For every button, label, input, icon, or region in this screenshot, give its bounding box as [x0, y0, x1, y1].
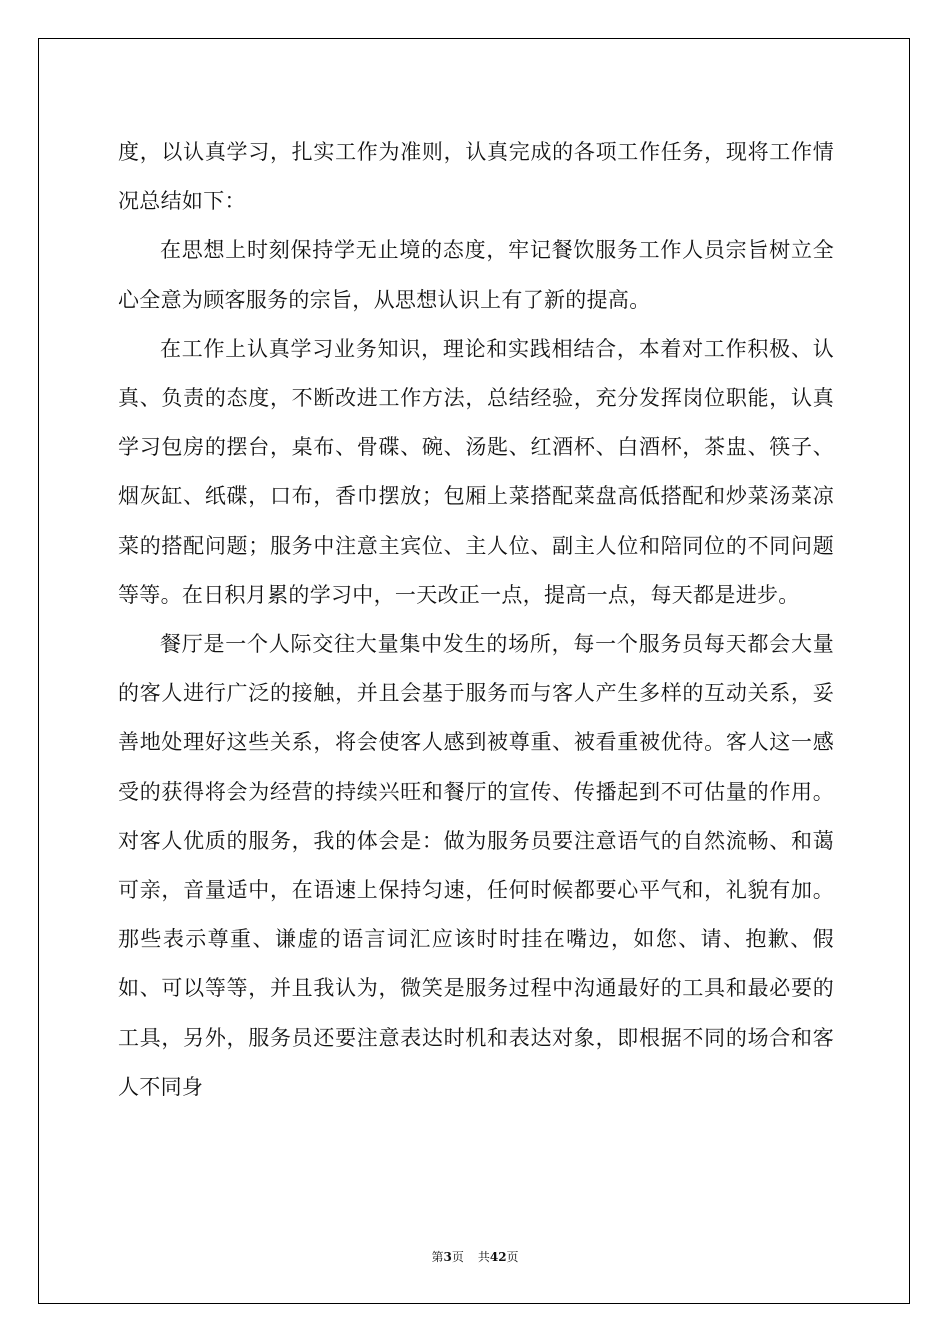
- page-footer: [0, 1248, 950, 1265]
- paragraph-1: 度，以认真学习，扎实工作为准则，认真完成的各项工作任务，现将工作情况总结如下：: [118, 140, 834, 214]
- paragraph-3: 在工作上认真学习业务知识，理论和实践相结合，本着对工作积极、认真、负责的态度，不断改进工作方法，总结经验，充分发挥岗位职能，认真学习包房的摆台，桌布、骨碟、碗、汤匙、红酒杯、白酒杯，茶盅、筷子、烟灰缸、纸碟，口布，香巾摆放；包厢上菜搭配菜盘高低搭配和炒菜汤菜凉菜的搭配问题；服务中注意主宾位、主人位、副主人位和陪同位的不同问题等等。在日积月累的学习中，一天改正一点，提高一点，每天都是进步。: [118, 336, 834, 607]
- total-suffix: 页: [506, 1250, 519, 1264]
- page-prefix: 第: [431, 1250, 444, 1264]
- total-prefix: 共: [477, 1250, 490, 1264]
- paragraph-2: 在思想上时刻保持学无止境的态度，牢记餐饮服务工作人员宗旨树立全心全意为顾客服务的宗旨，从思想认识上有了新的提高。: [118, 238, 834, 312]
- total-pages: 42: [489, 1250, 507, 1264]
- page-suffix: 页: [451, 1250, 464, 1264]
- document-body: [118, 128, 834, 1112]
- paragraph-4: 餐厅是一个人际交往大量集中发生的场所，每一个服务员每天都会大量的客人进行广泛的接触，并且会基于服务而与客人产生多样的互动关系，妥善地处理好这些关系，将会使客人感到被尊重、被看重被优待。客人这一感受的获得将会为经营的持续兴旺和餐厅的宣传、传播起到不可估量的作用。对客人优质的服务，我的体会是：做为服务员要注意语气的自然流畅、和蔼可亲，音量适中，在语速上保持匀速，任何时候都要心平气和，礼貌有加。那些表示尊重、谦虚的语言词汇应该时时挂在嘴边，如您、请、抱歉、假如、可以等等，并且我认为，微笑是服务过程中沟通最好的工具和最必要的工具，另外，服务员还要注意表达时机和表达对象，即根据不同的场合和客人不同身: [118, 632, 834, 1099]
- page-number: 3: [443, 1250, 452, 1264]
